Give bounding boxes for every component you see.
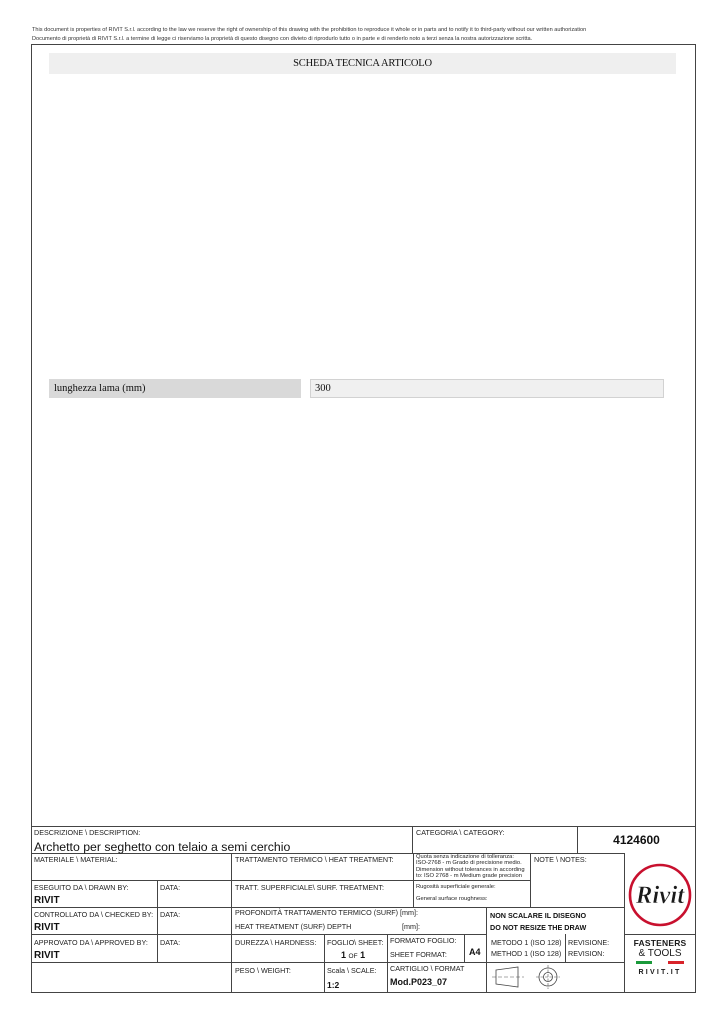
approved-date-label: DATA: — [160, 938, 181, 947]
sheet-format-label-en: SHEET FORMAT: — [390, 950, 447, 959]
surface-depth-unit: [mm]: — [402, 922, 420, 931]
sheet-number: 1 — [341, 950, 347, 960]
surface-depth-label-en: HEAT TREATMENT (SURF) DEPTH — [235, 922, 352, 931]
drawn-by-label: ESEGUITO DA \ DRAWN BY: — [34, 883, 129, 892]
roughness-label-en: General surface roughness: — [416, 896, 488, 902]
checked-by-label: CONTROLLATO DA \ CHECKED BY: — [34, 910, 154, 919]
projection-method-en: METHOD 1 (ISO 128) — [491, 949, 562, 958]
sheet-format-value: A4 — [469, 947, 481, 957]
heat-treatment-label: TRATTAMENTO TERMICO \ HEAT TREATMENT: — [235, 855, 394, 864]
italian-flag-stripe — [636, 961, 684, 964]
property-value-blade-length: 300 — [310, 379, 664, 398]
no-scale-note-it: NON SCALARE IL DISEGNO — [490, 911, 587, 920]
article-code: 4124600 — [613, 833, 660, 847]
notes-label: NOTE \ NOTES: — [534, 855, 587, 864]
sheet-total: 1 — [360, 950, 366, 960]
hardness-label: DUREZZA \ HARDNESS: — [235, 938, 317, 947]
checked-by-value: RIVIT — [34, 922, 60, 933]
checked-date-label: DATA: — [160, 910, 181, 919]
logo-line-fasteners: FASTENERS — [633, 938, 687, 948]
approved-by-label: APPROVATO DA \ APPROVED BY: — [34, 938, 148, 947]
ownership-notice-en: This document is properties of RIVIT S.r.l. according to the law we reserve the right of ownership of this drawing with the prohibition to reproduce it whole or in parts and to notify it to third-party without our written authorization — [32, 27, 587, 33]
surface-depth-label-it: PROFONDITÀ TRATTAMENTO TERMICO (SURF) [mm]: — [235, 908, 419, 917]
projection-method-it: METODO 1 (ISO 128) — [491, 938, 562, 947]
svg-text:Rivit: Rivit — [635, 882, 685, 909]
template-value: Mod.P023_07 — [390, 977, 448, 987]
surface-treatment-label: TRATT. SUPERFICIALE\ SURF. TREATMENT: — [235, 883, 384, 892]
revision-label-it: REVISIONE: — [568, 938, 610, 947]
logo-website: RIVIT.IT — [638, 969, 682, 976]
approved-by-value: RIVIT — [34, 950, 60, 961]
weight-label: PESO \ WEIGHT: — [235, 966, 291, 975]
logo-line-tools: & TOOLS — [638, 948, 682, 959]
roughness-label-it: Rugosità superficiale generale: — [416, 884, 496, 890]
description-label: DESCRIZIONE \ DESCRIPTION: — [34, 828, 141, 837]
drawn-by-value: RIVIT — [34, 895, 60, 906]
ownership-notice-it: Documento di proprietà di RIVIT S.r.l. a termine di legge ci riserviamo la proprietà di questo disegno con divieto di riprodurlo tutto o in parte e di renderlo noto a terzi senza la nostra autorizzazione scritta. — [32, 36, 533, 42]
material-label: MATERIALE \ MATERIAL: — [34, 855, 118, 864]
property-label-blade-length: lunghezza lama (mm) — [49, 379, 301, 398]
projection-symbol-icon — [490, 963, 570, 991]
revision-label-en: REVISION: — [568, 949, 605, 958]
tolerance-note: Quota senza indicazione di tolleranza: ISO-2768 - m Grado di precisione medio. Dimension without tolerances in according to: ISO 2768 - m Medium grade precision — [416, 854, 525, 879]
rivit-logo-icon — [627, 857, 693, 933]
sheet-format-label-it: FORMATO FOGLIO: — [390, 936, 457, 945]
sheet-title: SCHEDA TECNICA ARTICOLO — [293, 58, 432, 69]
no-scale-note-en: DO NOT RESIZE THE DRAW — [490, 923, 587, 932]
category-label: CATEGORIA \ CATEGORY: — [416, 828, 505, 837]
scale-label: Scala \ SCALE: — [327, 966, 377, 975]
drawn-date-label: DATA: — [160, 883, 181, 892]
template-label: CARTIGLIO \ FORMAT — [390, 964, 465, 973]
sheet-label: FOGLIO\ SHEET: — [327, 938, 384, 947]
sheet-counter: 1 OF 1 — [341, 950, 366, 960]
description-value: Archetto per seghetto con telaio a semi cerchio — [34, 840, 291, 854]
company-logo — [624, 853, 696, 993]
sheet-title-bar — [49, 53, 676, 74]
scale-value: 1:2 — [327, 980, 340, 990]
